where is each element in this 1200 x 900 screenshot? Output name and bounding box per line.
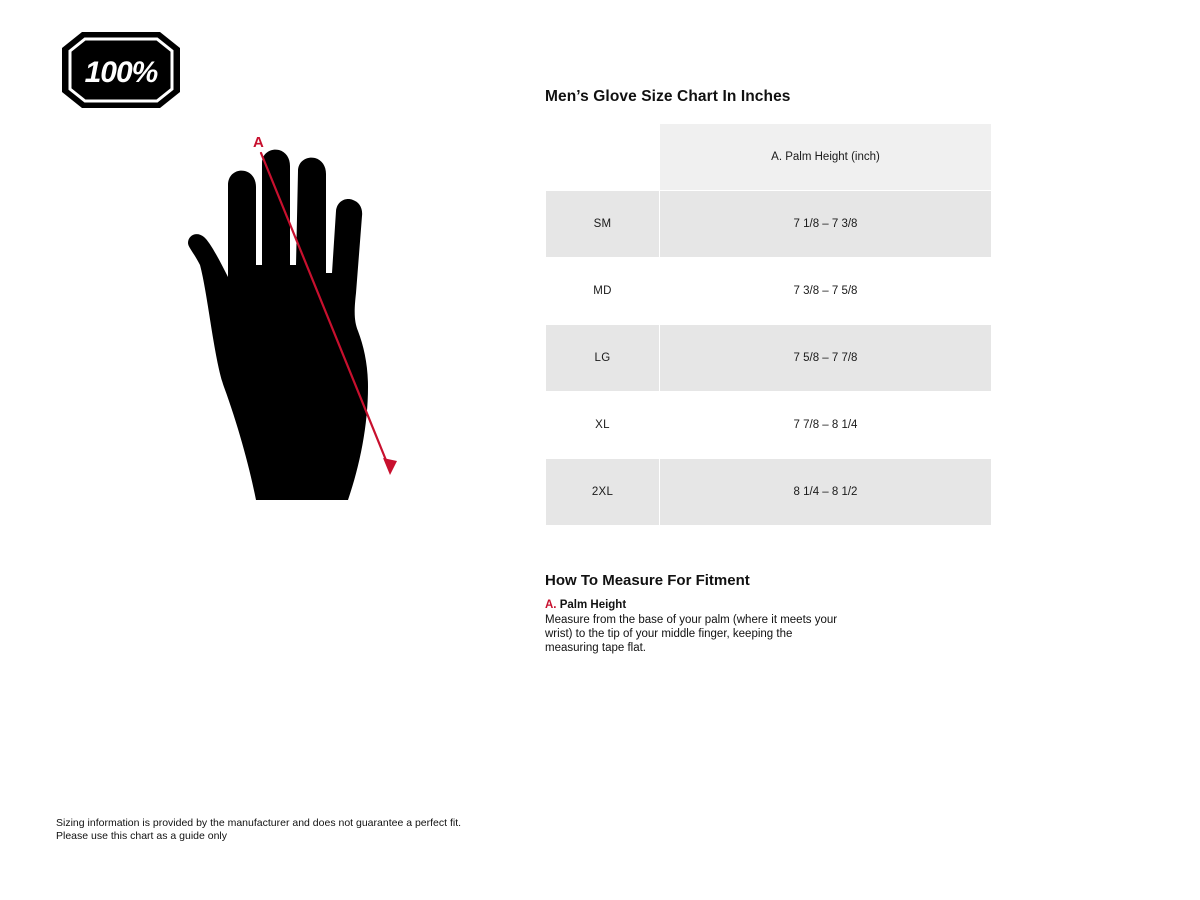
row-size-label: 2XL xyxy=(546,459,660,526)
page-title: Men’s Glove Size Chart In Inches xyxy=(545,88,791,105)
how-to-measure-title: How To Measure For Fitment xyxy=(545,572,750,589)
table-row xyxy=(546,459,992,526)
how-to-measure-item-letter: A. xyxy=(545,599,557,611)
row-size-label: SM xyxy=(546,191,660,258)
table-row xyxy=(546,325,992,392)
row-size-label: MD xyxy=(546,258,660,325)
row-palm-height: 7 3/8 – 7 5/8 xyxy=(660,258,992,325)
table-header-blank xyxy=(546,124,660,191)
how-to-measure-item-name: Palm Height xyxy=(559,599,627,611)
row-palm-height: 7 5/8 – 7 7/8 xyxy=(660,325,992,392)
row-size-label: XL xyxy=(546,392,660,459)
table-header-palm-height: A. Palm Height (inch) xyxy=(660,124,992,191)
measure-label-a: A xyxy=(253,134,265,151)
table-row xyxy=(546,191,992,258)
footer-line-2: Please use this chart as a guide only xyxy=(56,830,228,842)
row-size-label: LG xyxy=(546,325,660,392)
row-palm-height: 7 7/8 – 8 1/4 xyxy=(660,392,992,459)
size-chart-table xyxy=(545,123,992,526)
row-palm-height: 7 1/8 – 7 3/8 xyxy=(660,191,992,258)
table-row xyxy=(546,258,992,325)
row-palm-height: 8 1/4 – 8 1/2 xyxy=(660,459,992,526)
svg-text:100%: 100% xyxy=(84,56,158,89)
table-row xyxy=(546,392,992,459)
table-header-row xyxy=(546,124,992,191)
100-percent-logo xyxy=(60,30,182,110)
how-to-measure-item-heading xyxy=(545,599,626,611)
hand-outline-illustration xyxy=(150,125,550,515)
footer-disclaimer xyxy=(56,817,576,843)
footer-line-1: Sizing information is provided by the manufacturer and does not guarantee a perfect fit. xyxy=(56,817,462,829)
how-to-measure-description: Measure from the base of your palm (where it meets your wrist) to the tip of your middle finger, keeping the measuring tape flat. xyxy=(545,614,838,655)
